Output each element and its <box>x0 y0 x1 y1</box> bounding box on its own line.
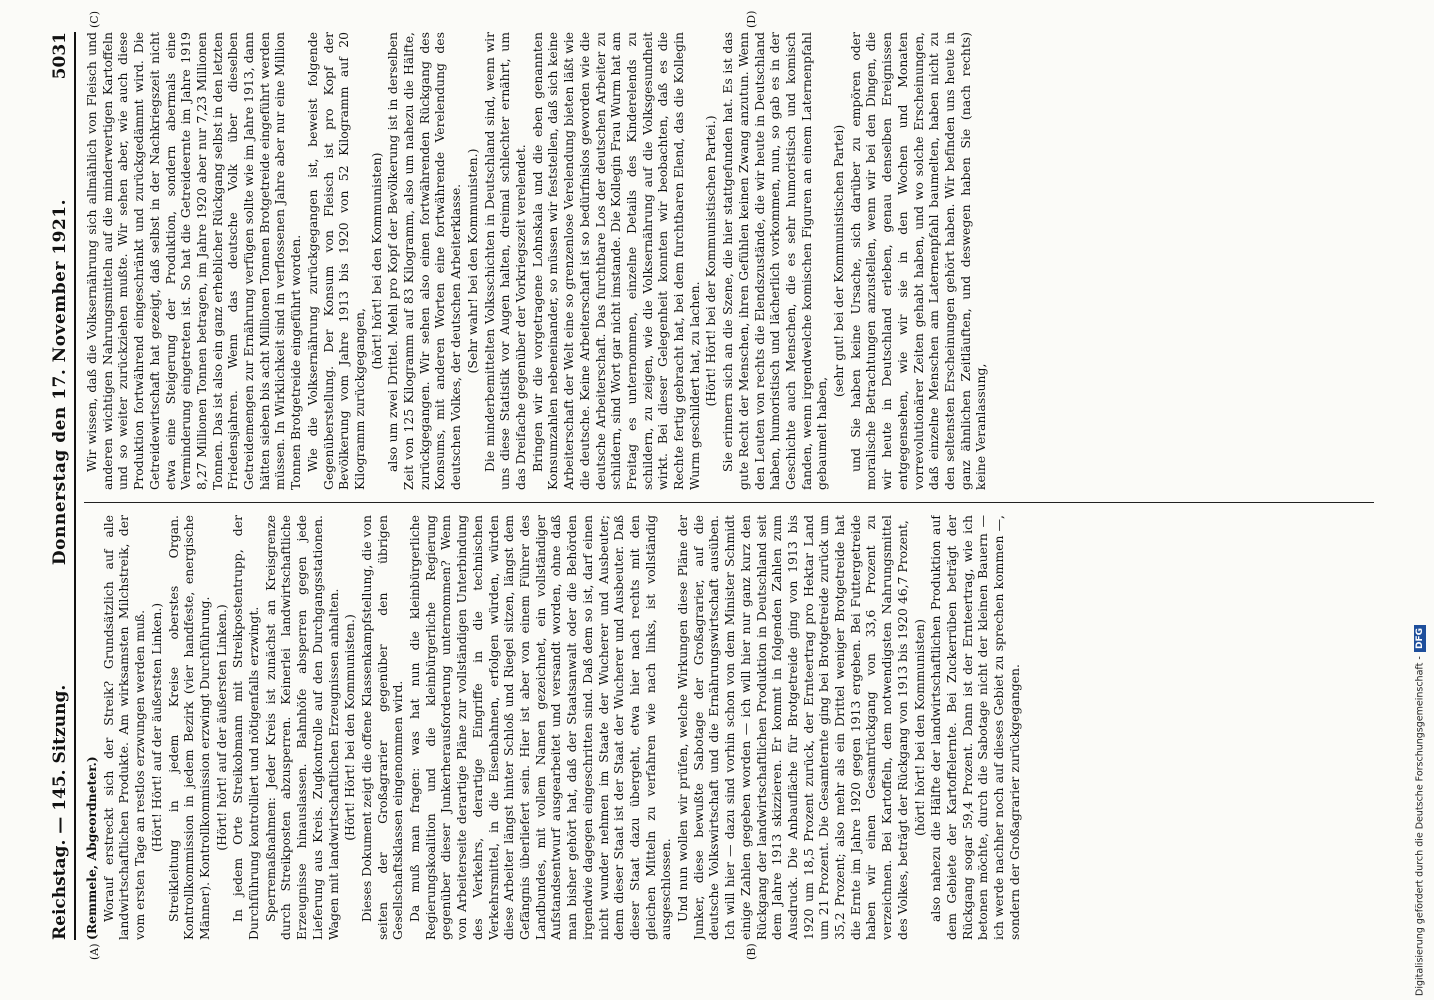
interjection: (Hört! hört! auf der äußersten Linken.) <box>213 604 229 851</box>
dfg-logo: DFG <box>1414 625 1426 652</box>
paragraph: Bringen wir die vorgetragene Lohnskala und die eben genannten Konsumzahlen nebeneinander, so müssen wir feststellen, daß sich keine Arbeiterschaft der Welt eine so grenzenlose Verelendung bieten läßt wie die deutsche. Keine Arbeiterschaft ist so bedürfnislos geworden wie die deutsche Arbeiterschaft. Das furchtbare Los der deutschen Arbeiter zu schildern, sind Wort gar nicht imstande. Die Kollegin Frau Wurm hat am Freitag es unternommen, einzelne Details des Kinderelends zu schildern, zu zeigen, wie die Volksernährung auf die Volksgesundheit wirkt. Bei dieser Gelegenheit konnten wir beobachten, daß es die Rechte fertig gebracht hat, bei dem furchtbaren Elend, das die Kollegin Wurm geschildert hat, zu lachen. <box>529 32 702 490</box>
interjection: (Hört! Hört! auf der äußersten Linken.) <box>148 602 164 853</box>
interjection: (hört! hört! bei den Kommunisten) <box>911 619 927 836</box>
paragraph: Dieses Dokument zeigt die offene Klassenkampfstellung, die von seiten der Großagrarier gegenüber den übrigen Gesellschaftsklassen eingenommen wird. <box>358 515 406 940</box>
margin-mark-b: (B) <box>745 943 758 960</box>
margin-mark-a: (A) <box>88 943 101 960</box>
digitization-credit <box>1409 6 1431 996</box>
interjection: (Sehr wahr! bei den Kommunisten.) <box>464 148 480 374</box>
paragraph: Streikleitung in jedem Kreise oberstes Organ. Kontrollkommission in jedem Bezirk (vier handfeste, energische Männer). Kontrollkommission erzwingt Durchführung. <box>165 515 212 940</box>
paragraph: Da muß man fragen: was hat nun die kleinbürgerliche Regierungskoalition und die kleinbürgerliche Regierung gegenüber dieser Junkerherausforderung unternommen? Wenn von Arbeiterseite derartige Pläne zur vollständigen Unterbindung des Verkehrs, derartige Eingriffe in die technischen Verkehrsmittel, in die Eisenbahnen, erfolgen würden, würden diese Arbeiter längst hinter Schloß und Riegel sitzen, längst dem Gefängnis überliefert sein. Hier ist aber von einem Führer des Landbundes, mit vollem Namen gezeichnet, ein vollständiger Aufstandsentwurf ausgearbeitet und versandt worden, ohne daß man bisher gehört hat, daß der Staatsanwalt oder die Behörden irgendwie dagegen eingeschritten sind. Daß dem so ist, darf einen nicht wunder nehmen im Staate der Wucherer und Ausbeuter; denn dieser Staat ist der Staat der Wucherer und Ausbeuter. Daß dieser Staat dazu übergeht, etwa hier nach rechts mit den gleichen Mitteln zu verfahren wie nach links, ist vollständig ausgeschlossen. <box>407 515 674 940</box>
paragraph: Sie erinnern sich an die Szene, die hier stattgefunden hat. Es ist das gute Recht der Menschen, ihren Gefühlen keinen Zwang anzutun. Wenn den Leuten von rechts die Elendszustände, die wir heute in Deutschland haben, humoristisch und lächerlich vorkommen, nun, so gab es in der Geschichte auch Menschen, die es sehr humoristisch und komisch fanden, wenn irgendwelche komischen Figuren an einem Laternenpfahl gebaumelt haben, <box>720 32 830 490</box>
paragraph: Worauf erstreckt sich der Streik? Grundsätzlich auf alle landwirtschaftlichen Produkte. Am wirksamsten Milchstreik, der vom ersten Tage an restlos erzwungen werden muß. <box>100 515 148 940</box>
page-header <box>38 32 70 940</box>
header-date: Donnerstag den 17. November 1921. <box>50 198 70 566</box>
paragraph: Die minderbemittelten Volksschichten in Deutschland sind, wenn wir uns diese Statistik vor Augen halten, dreimal schlechter ernährt, um das Dreifache gegenüber der Vorkriegszeit verelendet. <box>481 32 528 490</box>
page-number: 5031 <box>50 32 70 80</box>
header-session: Reichstag. — 145. Sitzung. <box>50 684 70 940</box>
paragraph: In jedem Orte Streikobmann mit Streikpostentrupp, der Durchführung kontrolliert und nötigenfalls erzwingt. <box>230 515 262 940</box>
header-rule <box>74 32 76 940</box>
column-divider <box>84 502 1374 503</box>
margin-mark-d: (D) <box>745 10 758 28</box>
interjection: (hört! hört! bei den Kommunisten) <box>368 152 384 370</box>
paragraph: Wir wissen, daß die Volksernährung sich allmählich von Fleisch und anderen wichtigen Nahrungsmitteln auf die minderwertigen Kartoffeln und so weiter zurückziehen mußte. Wir sehen aber, wie auch diese Produktion fortwährend eingeschränkt und zurückgedämmt wird. Die Getreidewirtschaft hat gezeigt, daß selbst in der Nachkriegszeit nicht etwa eine Steigerung der Produktion, sondern abermals eine Verminderung eingetreten ist. So hat die Getreideernte im Jahre 1919 8,27 Millionen Tonnen betragen, im Jahre 1920 aber nur 7,23 Millionen Tonnen. Das ist also ein ganz erheblicher Rückgang selbst in den letzten Friedensjahren. Wenn das deutsche Volk über dieselben Getreidemengen zur Ernährung verfügen sollte wie im Jahre 1913, dann hätten sieben bis acht Millionen Tonnen Brotgetreide eingeführt werden müssen. In Wirklichkeit sind in verflossenen Jahre aber nur eine Million Tonnen Brotgetreide eingeführt worden. <box>84 32 304 490</box>
interjection: (sehr gut! bei der Kommunistischen Partei) <box>831 124 847 398</box>
paragraph: also um zwei Drittel. Mehl pro Kopf der Bevölkerung ist in derselben Zeit von 125 Kilogramm auf 83 Kilogramm, also um nahezu die Hälfte, zurückgegangen. Wir sehen also einen fortwährenden Rückgang des Konsums, mit anderen Worten eine fortwährende Verelendung des deutschen Volkes, der deutschen Arbeiterklasse. <box>385 32 464 490</box>
paragraph: Und nun wollen wir prüfen, welche Wirkungen diese Pläne der Junker, diese bewußte Sabotage der Großagrarier, auf die deutsche Volkswirtschaft und die Ernährungswirtschaft ausüben. Ich will hier — dazu sind vorhin schon von dem Minister Schmidt einige Zahlen gegeben worden — ich will hier nur ganz kurz den Rückgang der landwirtschaftlichen Produktion in Deutschland seit dem Jahre 1913 skizzieren. Er kommt in folgenden Zahlen zum Ausdruck. Die Anbaufläche für Brotgetreide ging von 1913 bis 1920 um 18,5 Prozent zurück, der Ernteertrag pro Hektar Land um 21 Prozent. Die Gesamternte ging bei Brotgetreide zurück um 35,2 Prozent; also mehr als ein Drittel weniger Brotgetreide hat die Ernte im Jahre 1920 gegen 1913 ergeben. Bei Futtergetreide haben wir einen Gesamtrückgang von 33,6 Prozent zu verzeichnen. Bei Kartoffeln, dem notwendigsten Nahrungsmittel des Volkes, beträgt der Rückgang von 1913 bis 1920 46,7 Prozent, <box>675 515 910 940</box>
speaker-label: (Remmele, Abgeordneter.) <box>84 756 99 940</box>
text-column-left <box>84 515 1374 940</box>
margin-mark-c: (C) <box>88 11 101 28</box>
paragraph: Sperremaßnahmen: Jeder Kreis ist zunächst an Kreisgrenze durch Streikposten abzusperren. Keinerlei landwirtschaftliche Erzeugnisse hinauslassen. Bahnhöfe absperren gegen jede Lieferung aus Kreis. Zugkontrolle auf den Durchgangsstationen. Wagen mit landwirtschaftlichen Erzeugnissen anhalten. <box>262 515 341 940</box>
text-column-right <box>84 32 1374 490</box>
interjection: (Hört! Hört! bei den Kommunisten.) <box>342 614 358 841</box>
credit-text: Digitalisierung gefördert durch die Deutsche Forschungsgemeinschaft - <box>1414 656 1426 996</box>
interjection: (Hört! Hört! bei der Kommunistischen Partei.) <box>703 115 719 407</box>
paragraph: und Sie haben keine Ursache, sich darüber zu empören oder moralische Betrachtungen anzustellen, wenn wir bei den Dingen, die wir heute in Deutschland erleben, genau denselben Ereignissen entgegensehen, wie wir sie in den Wochen und Monaten vorrevolutionärer Zeiten gehabt haben, und wo solche Erscheinungen, daß einzelne Menschen am Laternenpfahl baumelten, haben nicht zu den seltensten Erscheinungen gehört haben. Wir befinden uns heute in ganz ähnlichen Zeitläuften, und deswegen haben Sie (nach rechts) keine Veranlassung, <box>847 32 989 490</box>
paragraph: also nahezu die Hälfte der landwirtschaftlichen Produktion auf dem Gebiete der Kartoffelernte. Bei Zuckerrüben beträgt der Rückgang sogar 59,4 Prozent. Dann ist der Ernteertrag, wie ich betonen möchte, durch die Sabotage nicht der kleinen Bauern — ich werde nachher noch auf dieses Gebiet zu sprechen kommen —, sondern der Großagrarier zurückgegangen. <box>928 515 1022 940</box>
paragraph: Wie die Volksernährung zurückgegangen ist, beweist folgende Gegenüberstellung. Der Konsum von Fleisch ist pro Kopf der Bevölkerung vom Jahre 1913 bis 1920 von 52 Kilogramm auf 20 Kilogramm zurückgegangen, <box>304 32 367 490</box>
